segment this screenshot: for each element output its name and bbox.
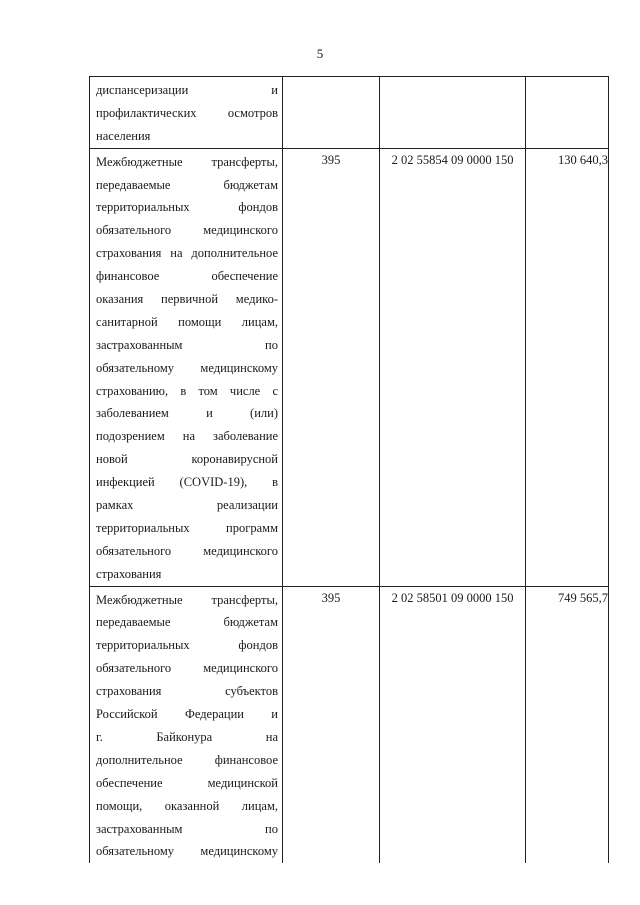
- description-line: оказания первичной медико-: [96, 292, 278, 307]
- budget-code-cell: [380, 77, 526, 149]
- table-row: [90, 586, 609, 863]
- description-line: страхования: [96, 566, 162, 581]
- description-line: Межбюджетные трансферты,: [96, 154, 278, 169]
- page-number: 5: [316, 46, 324, 61]
- description-cell: [90, 77, 283, 149]
- description-line: заболеванием и (или): [96, 406, 278, 421]
- description-line: рамках реализации: [96, 498, 278, 513]
- description-line: обязательного медицинского: [96, 661, 278, 676]
- description-line: передаваемые бюджетам: [96, 177, 278, 192]
- description-line: санитарной помощи лицам,: [96, 314, 278, 329]
- description-line: территориальных фондов: [96, 200, 278, 215]
- description-line: Российской Федерации и: [96, 707, 278, 722]
- description-line: новой коронавирусной: [96, 452, 278, 467]
- amount-cell: [526, 77, 609, 149]
- description-cell: [90, 148, 283, 586]
- admin-code-cell: 395: [283, 586, 380, 863]
- budget-code-cell: 2 02 58501 09 0000 150: [380, 586, 526, 863]
- description-line: финансовое обеспечение: [96, 269, 278, 284]
- description-line: обязательного медицинского: [96, 223, 278, 238]
- table-row: [90, 148, 609, 586]
- description-line: обязательного медицинского: [96, 543, 278, 558]
- description-line: страхованию, в том числе с: [96, 383, 278, 398]
- description-line: подозрением на заболевание: [96, 429, 278, 444]
- description-line: обеспечение медицинской: [96, 775, 278, 790]
- admin-code-cell: [283, 77, 380, 149]
- description-line: передаваемые бюджетам: [96, 615, 278, 630]
- description-line: помощи, оказанной лицам,: [96, 798, 278, 813]
- admin-code-cell: 395: [283, 148, 380, 586]
- description-line: страхования на дополнительное: [96, 246, 278, 261]
- description-line: инфекцией (COVID-19), в: [96, 475, 278, 490]
- description-line: территориальных программ: [96, 520, 278, 535]
- amount-cell: 130 640,3: [526, 148, 609, 586]
- description-line: Межбюджетные трансферты,: [96, 592, 278, 607]
- budget-code-cell: 2 02 55854 09 0000 150: [380, 148, 526, 586]
- description-line: обязательному медицинскому: [96, 360, 278, 375]
- amount-cell: 749 565,7: [526, 586, 609, 863]
- description-line: застрахованным по: [96, 821, 278, 836]
- budget-transfers-table: [89, 76, 609, 863]
- description-line: территориальных фондов: [96, 638, 278, 653]
- description-line: обязательному медицинскому: [96, 844, 278, 859]
- description-line: населения: [96, 128, 151, 143]
- description-line: дополнительное финансовое: [96, 752, 278, 767]
- description-line: профилактических осмотров: [96, 105, 278, 120]
- description-cell: [90, 586, 283, 863]
- description-line: застрахованным по: [96, 337, 278, 352]
- table-row: [90, 77, 609, 149]
- description-line: г. Байконура на: [96, 729, 278, 744]
- description-line: страхования субъектов: [96, 684, 278, 699]
- description-line: диспансеризации и: [96, 83, 278, 97]
